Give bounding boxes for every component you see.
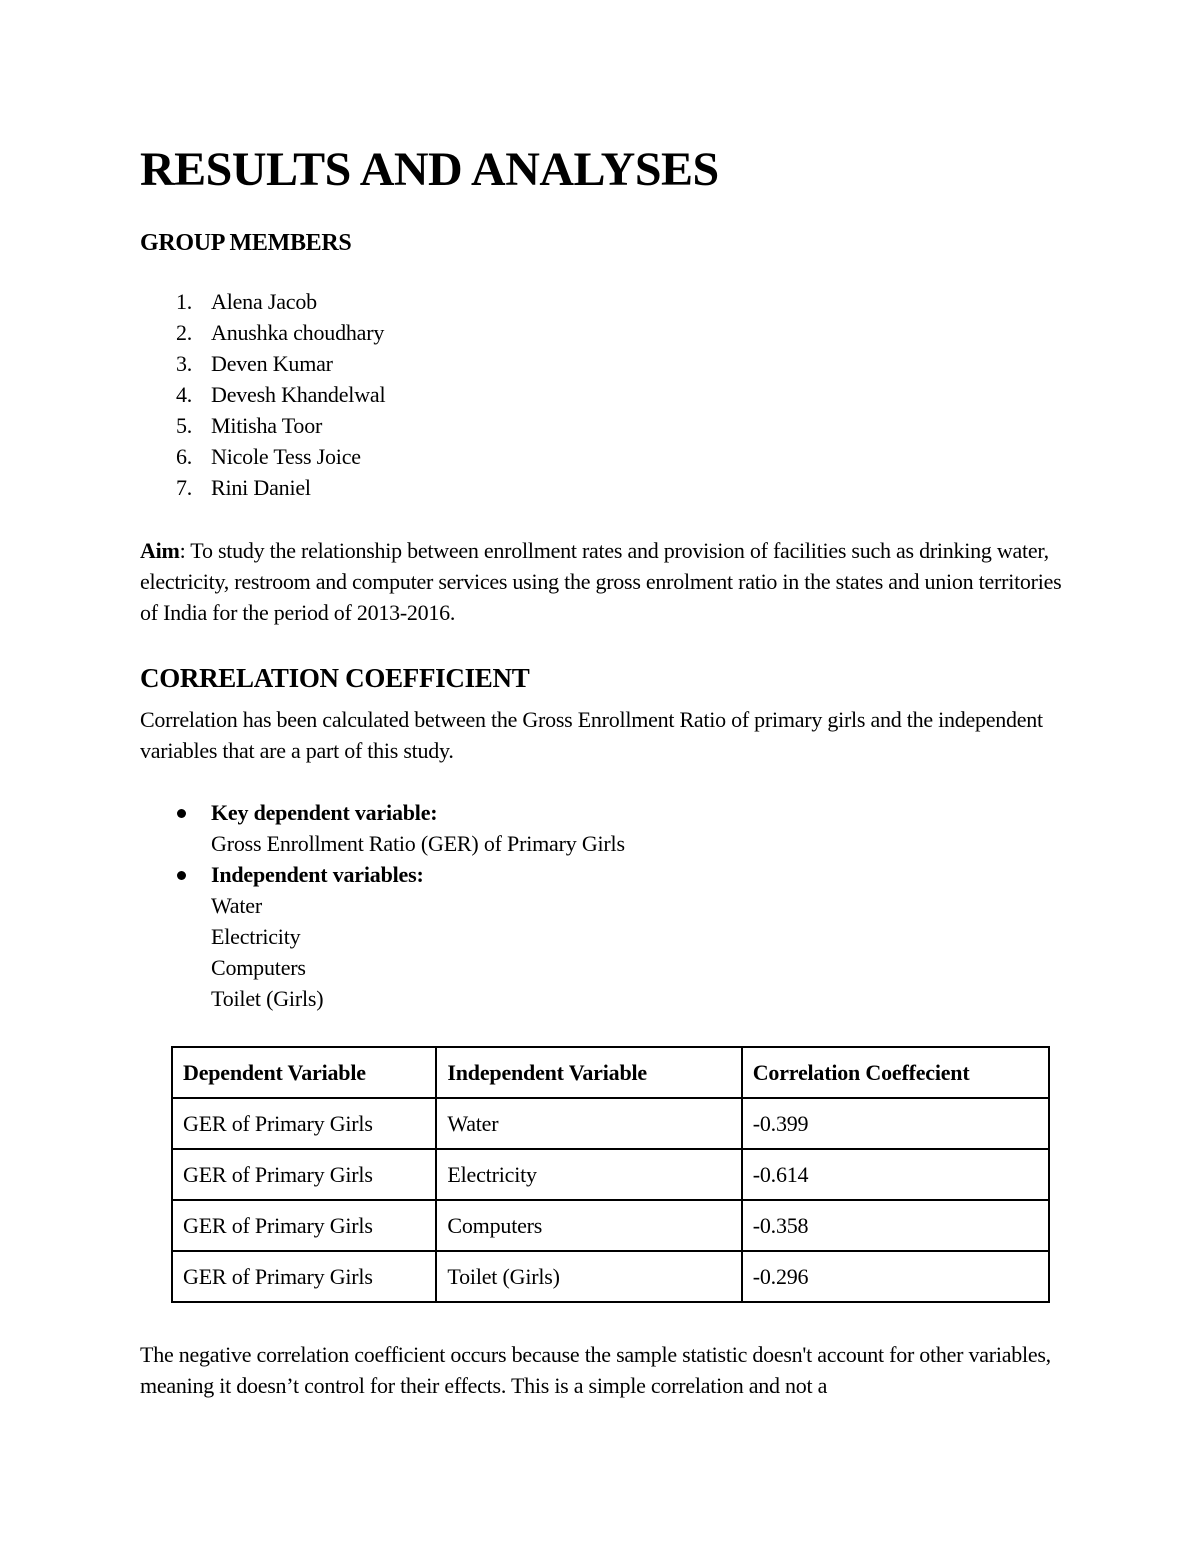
list-item-number: 6. <box>176 444 193 469</box>
list-item <box>176 441 192 472</box>
table-cell: GER of Primary Girls <box>172 1200 436 1251</box>
table-cell: Toilet (Girls) <box>436 1251 741 1302</box>
table-cell: GER of Primary Girls <box>172 1149 436 1200</box>
correlation-heading: CORRELATION COEFFICIENT <box>140 663 530 693</box>
independent-variable-item: Water <box>211 893 262 918</box>
member-name: Mitisha Toor <box>211 413 323 438</box>
member-name: Nicole Tess Joice <box>211 444 361 469</box>
aim-paragraph <box>140 535 1070 628</box>
list-item-number: 7. <box>176 475 193 500</box>
correlation-intro: Correlation has been calculated between the Gross Enrollment Ratio of primary girls and the independent variables that are a part of this study. <box>140 707 1043 763</box>
table-row <box>172 1251 1049 1302</box>
table-cell: GER of Primary Girls <box>172 1251 436 1302</box>
table-cell: Water <box>436 1098 741 1149</box>
list-item-number: 1. <box>176 289 193 314</box>
table-row <box>172 1149 1049 1200</box>
table-row <box>172 1098 1049 1149</box>
table-cell: -0.399 <box>742 1098 1049 1149</box>
list-item <box>176 286 192 317</box>
independent-variable-item: Computers <box>211 955 306 980</box>
dependent-variable-value: Gross Enrollment Ratio (GER) of Primary Girls <box>211 831 625 856</box>
list-item <box>176 379 192 410</box>
table-header: Dependent Variable <box>172 1047 436 1098</box>
list-item-number: 5. <box>176 413 193 438</box>
independent-variable-item: Electricity <box>211 924 301 949</box>
correlation-table <box>171 1046 1050 1303</box>
table-cell: Computers <box>436 1200 741 1251</box>
list-item-number: 4. <box>176 382 193 407</box>
independent-variable-item: Toilet (Girls) <box>211 986 324 1011</box>
table-row <box>172 1200 1049 1251</box>
aim-text: : To study the relationship between enrollment rates and provision of facilities such as drinking water, electricity, restroom and computer services using the gross enrolment ratio in the states and union territories of India for the period of 2013-2016. <box>140 538 1062 625</box>
conclusion-paragraph: The negative correlation coefficient occurs because the sample statistic doesn't account for other variables, meaning it doesn’t control for their effects. This is a simple correlation and not a <box>140 1342 1051 1398</box>
list-item-number: 3. <box>176 351 193 376</box>
list-item-number: 2. <box>176 320 193 345</box>
member-name: Alena Jacob <box>211 289 317 314</box>
member-name: Rini Daniel <box>211 475 311 500</box>
member-name: Deven Kumar <box>211 351 333 376</box>
list-item <box>176 348 192 379</box>
table-cell: -0.296 <box>742 1251 1049 1302</box>
member-name: Anushka choudhary <box>211 320 385 345</box>
dependent-variable-label: Key dependent variable: <box>211 800 438 825</box>
table-header: Correlation Coeffecient <box>742 1047 1049 1098</box>
member-name: Devesh Khandelwal <box>211 382 386 407</box>
table-header: Independent Variable <box>436 1047 741 1098</box>
table-cell: -0.614 <box>742 1149 1049 1200</box>
bullet-icon <box>177 809 186 818</box>
table-cell: -0.358 <box>742 1200 1049 1251</box>
table-cell: GER of Primary Girls <box>172 1098 436 1149</box>
independent-variables-label: Independent variables: <box>211 862 424 887</box>
list-item <box>176 317 192 348</box>
table-header-row <box>172 1047 1049 1098</box>
page-title: RESULTS AND ANALYSES <box>140 143 719 196</box>
aim-label: Aim <box>140 538 180 563</box>
table-cell: Electricity <box>436 1149 741 1200</box>
list-item <box>176 410 192 441</box>
group-members-heading: GROUP MEMBERS <box>140 230 352 256</box>
bullet-icon <box>177 871 186 880</box>
list-item <box>176 472 192 503</box>
